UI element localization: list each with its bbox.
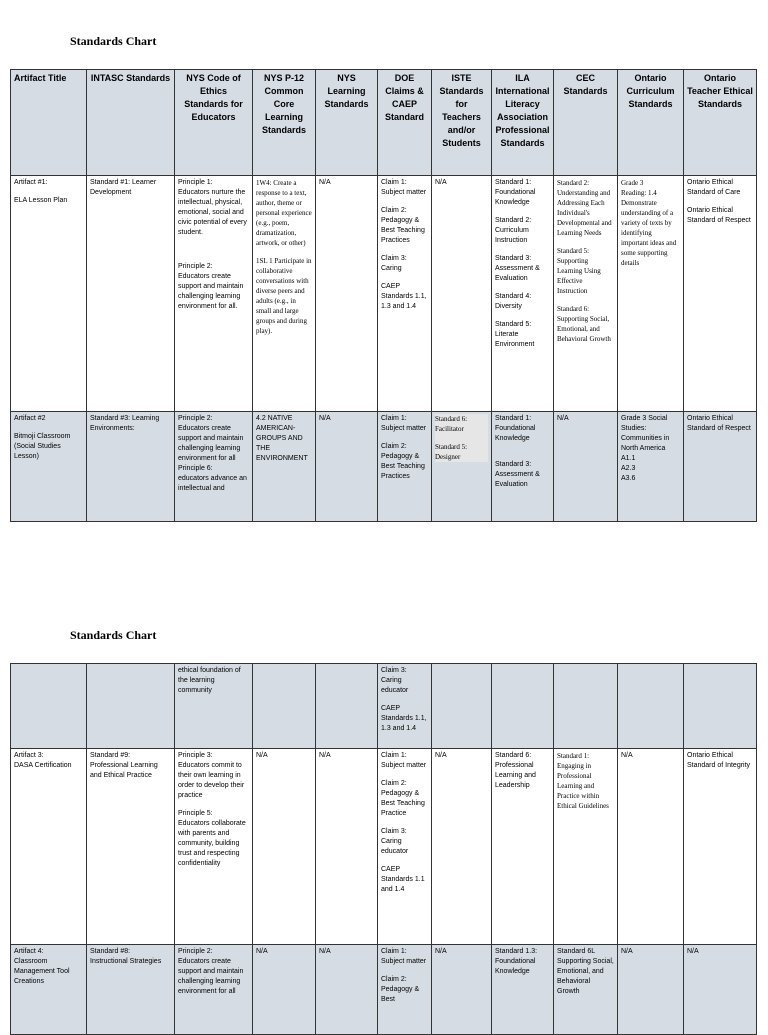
standards-table bbox=[10, 69, 757, 522]
cell: Claim 1: Subject matter Claim 2: Pedagogy & Best Teaching Practices bbox=[378, 412, 432, 522]
cell: Grade 3 Reading: 1.4 Demonstrate understanding of a variety of texts by identifying important ideas and some supporting details bbox=[618, 176, 684, 412]
cell: N/A bbox=[316, 412, 378, 522]
table-row bbox=[11, 945, 757, 1035]
cell: N/A bbox=[554, 412, 618, 522]
cell: N/A bbox=[316, 945, 378, 1035]
cell: Principle 1: Educators nurture the intellectual, physical, emotional, social and civic potential of every student. Principle 2: Educators create support and maintain challenging learning environment for all. bbox=[175, 176, 253, 412]
cell: 4.2 NATIVE AMERICAN-GROUPS AND THE ENVIRONMENT bbox=[253, 412, 316, 522]
header-intasc: INTASC Standards bbox=[87, 70, 175, 176]
header-doe-caep: DOE Claims & CAEP Standard bbox=[378, 70, 432, 176]
header-ila: ILA International Literacy Association Professional Standards bbox=[492, 70, 554, 176]
cell bbox=[253, 664, 316, 749]
cell: N/A bbox=[253, 945, 316, 1035]
cell: Standard 6L Supporting Social, Emotional, and Behavioral Growth bbox=[554, 945, 618, 1035]
cell: Standard 6: Professional Learning and Leadership bbox=[492, 749, 554, 945]
header-iste: ISTE Standards for Teachers and/or Students bbox=[432, 70, 492, 176]
page-title: Standards Chart bbox=[70, 34, 157, 48]
cell: Artifact 3: DASA Certification bbox=[11, 749, 87, 945]
cell: N/A bbox=[432, 749, 492, 945]
cell: N/A bbox=[432, 945, 492, 1035]
cell bbox=[87, 664, 175, 749]
cell: N/A bbox=[432, 176, 492, 412]
cell: Principle 2: Educators create support and maintain challenging learning environment for all bbox=[175, 945, 253, 1035]
table-row bbox=[11, 749, 757, 945]
cell: N/A bbox=[684, 945, 757, 1035]
cell: Ontario Ethical Standard of Integrity bbox=[684, 749, 757, 945]
cell: Ontario Ethical Standard of Care Ontario Ethical Standard of Respect bbox=[684, 176, 757, 412]
cell: Standard 1: Foundational Knowledge Standard 2: Curriculum Instruction Standard 3: Assessment & Evaluation Standard 4: Diversity Standard 5: Literate Environment bbox=[492, 176, 554, 412]
header-artifact-title: Artifact Title bbox=[11, 70, 87, 176]
header-ontario-ethical: Ontario Teacher Ethical Standards bbox=[684, 70, 757, 176]
cell bbox=[684, 664, 757, 749]
table-row bbox=[11, 664, 757, 749]
cell bbox=[432, 664, 492, 749]
cell: Standard 1: Engaging in Professional Learning and Practice within Ethical Guidelines bbox=[554, 749, 618, 945]
cell: Standard #3: Learning Environments: bbox=[87, 412, 175, 522]
cell: Claim 1: Subject matter Claim 2: Pedagogy & Best Teaching Practice Claim 3: Caring educator CAEP Standards 1.1 and 1.4 bbox=[378, 749, 432, 945]
cell: Ontario Ethical Standard of Respect bbox=[684, 412, 757, 522]
header-ontario-curriculum: Ontario Curriculum Standards bbox=[618, 70, 684, 176]
cell: Standard #1: Learner Development bbox=[87, 176, 175, 412]
cell: Principle 2: Educators create support and maintain challenging learning environment for all Principle 6: educators advance an intellectual and bbox=[175, 412, 253, 522]
cell: Artifact #2 Bitmoji Classroom (Social Studies Lesson) bbox=[11, 412, 87, 522]
cell: N/A bbox=[618, 749, 684, 945]
cell: N/A bbox=[618, 945, 684, 1035]
cell bbox=[316, 664, 378, 749]
header-nys-common-core: NYS P-12 Common Core Learning Standards bbox=[253, 70, 316, 176]
table-row bbox=[11, 412, 757, 522]
page-title: Standards Chart bbox=[70, 628, 157, 642]
cell: N/A bbox=[316, 749, 378, 945]
cell: Artifact #1: ELA Lesson Plan bbox=[11, 176, 87, 412]
cell: Standard 6: Facilitator Standard 5: Designer bbox=[432, 412, 492, 522]
cell: Claim 1: Subject matter Claim 2: Pedagogy & Best Teaching Practices Claim 3: Caring CAEP Standards 1.1, 1.3 and 1.4 bbox=[378, 176, 432, 412]
cell: N/A bbox=[253, 749, 316, 945]
cell: ethical foundation of the learning community bbox=[175, 664, 253, 749]
table-row bbox=[11, 176, 757, 412]
cell: Principle 3: Educators commit to their own learning in order to develop their practice Principle 5: Educators collaborate with parents and community, building trust and respecting confidentiality bbox=[175, 749, 253, 945]
cell: Artifact 4: Classroom Management Tool Creations bbox=[11, 945, 87, 1035]
header-nys-learning: NYS Learning Standards bbox=[316, 70, 378, 176]
cell: Claim 1: Subject matter Claim 2: Pedagogy & Best bbox=[378, 945, 432, 1035]
cell: Standard 1.3: Foundational Knowledge bbox=[492, 945, 554, 1035]
cell: 1W4: Create a response to a text, author, theme or personal experience (e.g., poem, dramatization, artwork, or other) 1SL 1 Participate in collaborative conversations with diverse peers and adults (e.g., in small and large groups and during play). bbox=[253, 176, 316, 412]
table-header-row bbox=[11, 70, 757, 176]
header-nys-ethics: NYS Code of Ethics Standards for Educators bbox=[175, 70, 253, 176]
cell: Standard 2: Understanding and Addressing Each Individual's Developmental and Learning Needs Standard 5: Supporting Learning Using Effective Instruction Standard 6: Supporting Social, Emotional, and Behavioral Growth bbox=[554, 176, 618, 412]
cell: Standard 1: Foundational Knowledge Standard 3: Assessment & Evaluation bbox=[492, 412, 554, 522]
cell: N/A bbox=[316, 176, 378, 412]
cell bbox=[618, 664, 684, 749]
standards-table bbox=[10, 663, 757, 1035]
cell bbox=[11, 664, 87, 749]
cell bbox=[554, 664, 618, 749]
cell: Claim 3: Caring educator CAEP Standards 1.1, 1.3 and 1.4 bbox=[378, 664, 432, 749]
cell bbox=[492, 664, 554, 749]
header-cec: CEC Standards bbox=[554, 70, 618, 176]
cell: Standard #8: Instructional Strategies bbox=[87, 945, 175, 1035]
cell: Grade 3 Social Studies: Communities in North America A1.1 A2.3 A3.6 bbox=[618, 412, 684, 522]
cell: Standard #9: Professional Learning and Ethical Practice bbox=[87, 749, 175, 945]
